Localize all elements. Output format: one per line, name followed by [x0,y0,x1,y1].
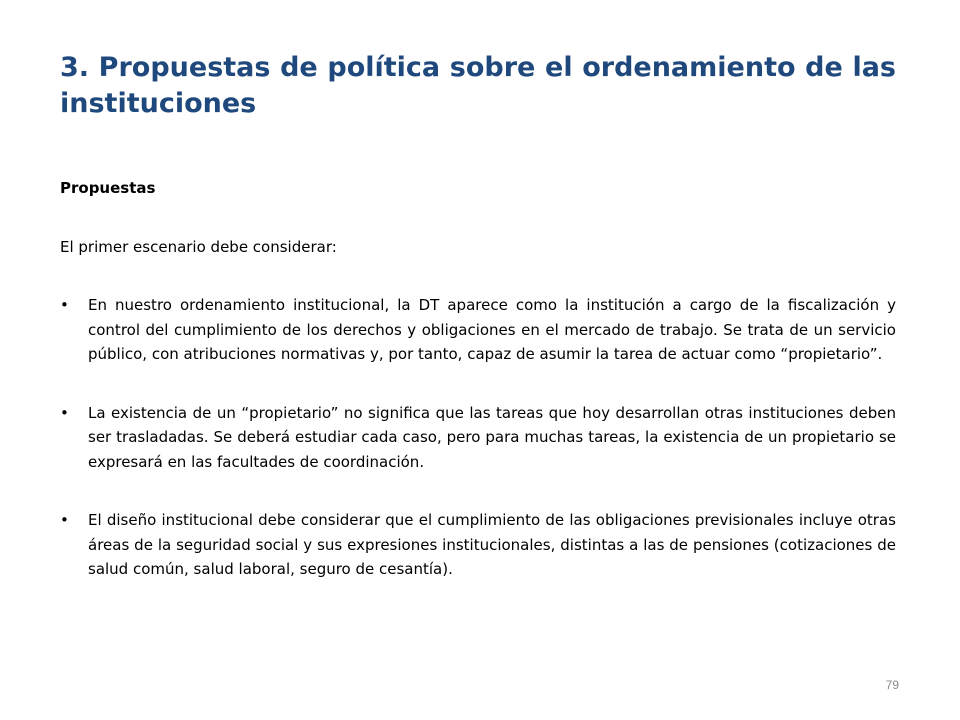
bullet-list [60,293,896,582]
bullet-text: La existencia de un “propietario” no significa que las tareas que hoy desarrollan otras instituciones deben ser trasladadas. Se deberá estudiar cada caso, pero para muchas tareas, la existencia de un propietario se expresará en las facultades de coordinación. [88,403,896,471]
intro-text: El primer escenario debe considerar: [60,237,337,256]
bullet-item [60,293,896,367]
slide-content [60,176,896,616]
bullet-text: En nuestro ordenamiento institucional, la DT aparece como la institución a cargo de la fiscalización y control del cumplimiento de los derechos y obligaciones en el mercado de trabajo. Se trata de un servicio público, con atribuciones normativas y, por tanto, capaz de asumir la tarea de actuar como “propietario”. [88,296,896,363]
slide-title: 3. Propuestas de política sobre el ordenamiento de las instituciones [60,52,896,119]
bullet-item [60,401,896,475]
bullet-dot-icon: • [60,403,69,422]
page-number: 79 [885,678,899,692]
bullet-dot-icon: • [60,511,69,529]
bullet-item [60,508,896,582]
bullet-dot-icon: • [60,296,69,314]
section-heading: Propuestas [60,179,156,197]
bullet-text: El diseño institucional debe considerar que el cumplimiento de las obligaciones previsionales incluye otras áreas de la seguridad social y sus expresiones institucionales, distintas a las de pensiones (cotizaciones de salud común, salud laboral, seguro de cesantía). [88,511,896,578]
